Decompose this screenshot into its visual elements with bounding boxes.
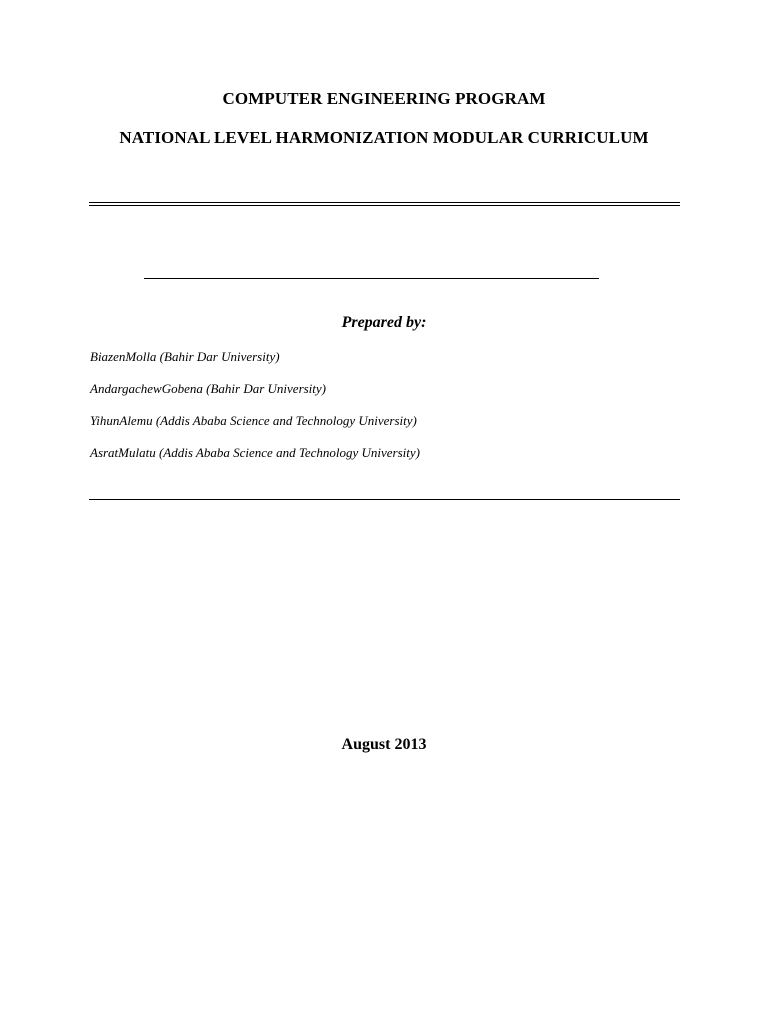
curriculum-title: NATIONAL LEVEL HARMONIZATION MODULAR CURRICULUM	[119, 128, 649, 147]
program-title: COMPUTER ENGINEERING PROGRAM	[222, 89, 546, 108]
prepared-by-heading: Prepared by:	[341, 314, 427, 331]
publication-date: August 2013	[341, 736, 427, 753]
author-entry: BiazenMolla (Bahir Dar University)	[90, 349, 280, 364]
double-divider	[89, 202, 680, 206]
blank-line-divider	[144, 278, 599, 279]
author-entry: AndargachewGobena (Bahir Dar University)	[90, 381, 327, 396]
author-entry: YihunAlemu (Addis Ababa Science and Technology University)	[90, 413, 417, 428]
author-entry: AsratMulatu (Addis Ababa Science and Technology University)	[90, 445, 421, 460]
bottom-divider	[89, 499, 680, 500]
